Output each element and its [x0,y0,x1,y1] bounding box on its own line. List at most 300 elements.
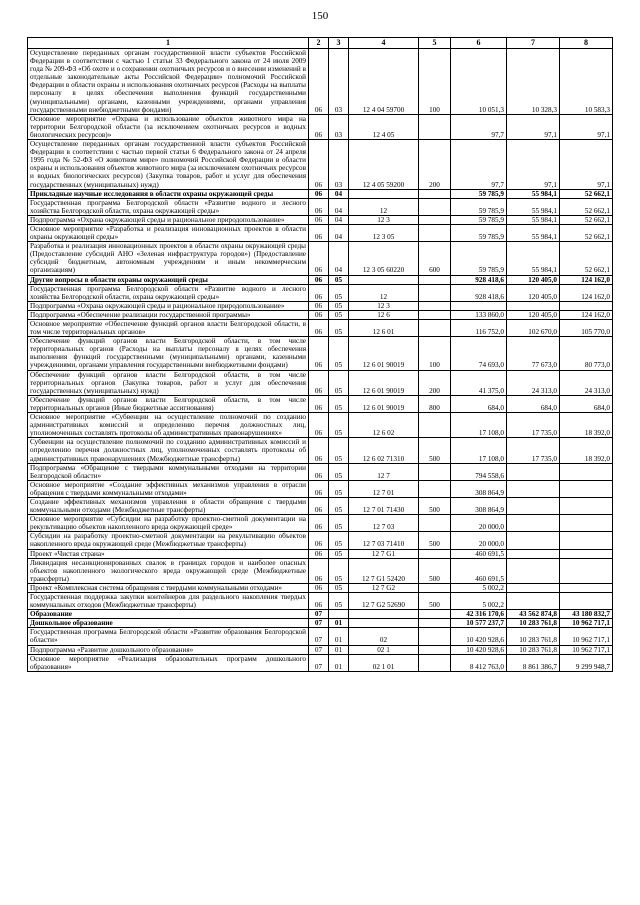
subsection-code-cell: 05 [329,395,349,412]
table-row [28,320,613,337]
target-article-cell [349,619,419,628]
amount-year1-cell: 17 108,0 [451,413,507,438]
amount-year3-cell: 80 773,0 [560,337,613,370]
table-row [28,224,613,241]
target-article-cell: 12 7 G1 [349,549,419,558]
table-row [28,284,613,301]
amount-year1-cell: 20 000,0 [451,515,507,532]
row-name-cell: Подпрограмма «Обращение с твердыми коммунальными отходами на территории Белгородской области» [28,463,309,480]
expense-type-cell [419,189,451,198]
expense-type-cell: 200 [419,140,451,190]
target-article-cell: 12 7 [349,463,419,480]
amount-year3-cell [560,301,613,310]
section-code-cell: 07 [309,610,329,619]
row-name-cell: Государственная программа Белгородской области «Развитие водного и лесного хозяйства Белгородской области, охрана окружающей среды» [28,198,309,215]
section-code-cell: 06 [309,583,329,592]
header-cell: 4 [349,38,419,49]
row-name-cell: Основное мероприятие «Разработка и реализация инновационных проектов в области охраны окружающей среды» [28,224,309,241]
amount-year2-cell: 10 283 761,8 [507,628,560,645]
amount-year2-cell: 17 735,0 [507,413,560,438]
subsection-code-cell: 05 [329,593,349,610]
amount-year3-cell: 52 662,1 [560,198,613,215]
table-row [28,438,613,463]
table-row [28,497,613,514]
amount-year1-cell: 460 691,5 [451,549,507,558]
section-code-cell: 06 [309,497,329,514]
subsection-code-cell: 05 [329,337,349,370]
table-row [28,480,613,497]
amount-year1-cell: 10 420 928,6 [451,628,507,645]
section-code-cell: 06 [309,301,329,310]
target-article-cell: 12 7 01 71430 [349,497,419,514]
expense-type-cell: 100 [419,337,451,370]
table-body [28,49,613,672]
subsection-code-cell: 04 [329,215,349,224]
expense-type-cell [419,413,451,438]
subsection-code-cell: 05 [329,320,349,337]
amount-year2-cell: 10 328,3 [507,49,560,115]
target-article-cell: 02 1 01 [349,654,419,671]
subsection-code-cell: 05 [329,275,349,284]
header-cell: 7 [507,38,560,49]
budget-table [27,37,613,672]
amount-year2-cell [507,583,560,592]
table-row [28,337,613,370]
table-row [28,532,613,549]
amount-year2-cell: 55 984,1 [507,215,560,224]
amount-year3-cell [560,480,613,497]
expense-type-cell: 500 [419,532,451,549]
subsection-code-cell: 01 [329,628,349,645]
amount-year3-cell: 10 962 717,1 [560,645,613,654]
row-name-cell: Обеспечение функций органов власти Белгородской области, в том числе территориальных органов (Закупка товаров, работ и услуг для обеспечения государственных (муниципальных) нужд) [28,370,309,395]
amount-year1-cell: 74 693,0 [451,337,507,370]
amount-year2-cell [507,515,560,532]
table-row [28,49,613,115]
target-article-cell: 12 6 01 90019 [349,337,419,370]
section-code-cell: 06 [309,215,329,224]
expense-type-cell [419,463,451,480]
amount-year3-cell: 18 392,0 [560,438,613,463]
header-cell: 3 [329,38,349,49]
target-article-cell: 12 6 01 90019 [349,370,419,395]
row-name-cell: Основное мероприятие «Охрана и использование объектов животного мира на территории Белгородской области (за исключением охотничьих ресурсов и водных биологических ресурсов)» [28,114,309,139]
target-article-cell: 12 6 02 71310 [349,438,419,463]
amount-year1-cell: 59 785,9 [451,215,507,224]
row-name-cell: Проект «Комплексная система обращения с твердыми коммунальными отходами» [28,583,309,592]
target-article-cell: 12 7 03 [349,515,419,532]
row-name-cell: Субсидии на разработку проектно-сметной документации на рекультивацию объектов накопленного вреда окружающей среде (Межбюджетные трансферты) [28,532,309,549]
amount-year3-cell: 43 180 832,7 [560,610,613,619]
amount-year2-cell [507,497,560,514]
table-row [28,301,613,310]
amount-year3-cell: 10 583,3 [560,49,613,115]
amount-year1-cell: 133 860,0 [451,310,507,319]
amount-year3-cell [560,583,613,592]
amount-year3-cell: 18 392,0 [560,413,613,438]
section-code-cell: 07 [309,645,329,654]
amount-year2-cell [507,463,560,480]
amount-year3-cell: 24 313,0 [560,370,613,395]
target-article-cell: 02 [349,628,419,645]
target-article-cell: 12 3 05 60220 [349,242,419,275]
amount-year2-cell: 102 670,0 [507,320,560,337]
amount-year2-cell: 55 984,1 [507,189,560,198]
section-code-cell: 07 [309,628,329,645]
expense-type-cell [419,198,451,215]
subsection-code-cell: 05 [329,515,349,532]
row-name-cell: Обеспечение функций органов власти Белгородской области, в том числе территориальных органов (Расходы на выплаты персоналу в целях обеспечения выполнения функций государственными (муниципальными) органами, казенными учреждениями, органами управления государственными внебюджетными фондами) [28,337,309,370]
row-name-cell: Основное мероприятие «Субвенции на осуществление полномочий по созданию административных комиссий и определению перечня должностных лиц, уполномоченных составлять протоколы об административных правонарушениях» [28,413,309,438]
page-number: 150 [311,10,329,22]
amount-year1-cell: 97,7 [451,114,507,139]
amount-year1-cell: 59 785,9 [451,224,507,241]
row-name-cell: Подпрограмма «Охрана окружающей среды и рациональное природопользование» [28,215,309,224]
amount-year1-cell: 10 051,3 [451,49,507,115]
amount-year2-cell: 120 405,0 [507,310,560,319]
amount-year3-cell [560,558,613,583]
section-code-cell: 06 [309,275,329,284]
amount-year3-cell: 52 662,1 [560,215,613,224]
target-article-cell: 12 3 05 [349,224,419,241]
header-cell: 1 [28,38,309,49]
subsection-code-cell: 05 [329,413,349,438]
amount-year1-cell: 59 785,9 [451,189,507,198]
target-article-cell: 02 1 [349,645,419,654]
amount-year3-cell [560,549,613,558]
table-row [28,370,613,395]
section-code-cell: 06 [309,114,329,139]
amount-year1-cell: 42 316 170,6 [451,610,507,619]
section-code-cell: 06 [309,593,329,610]
expense-type-cell: 800 [419,395,451,412]
row-name-cell: Осуществление переданных органам государственной власти субъектов Российской Федерации в соответствии с частью 1 статьи 33 Федерального закона от 24 июля 2009 года № 209-ФЗ «Об охоте и о сохранении охотничьих ресурсов и о внесении изменений в отдельные законодательные акты Российской Федерации» полномочий Российской Федерации в области охраны и использования охотничьих ресурсов (Расходы на выплаты персоналу в целях обеспечения выполнения функций государственными (муниципальными) органами, казенными учреждениями, органами управления государственными внебюджетными фондами) [28,49,309,115]
header-cell: 6 [451,38,507,49]
section-code-cell: 06 [309,480,329,497]
amount-year1-cell: 10 420 928,6 [451,645,507,654]
amount-year2-cell: 55 984,1 [507,198,560,215]
target-article-cell: 12 3 [349,215,419,224]
target-article-cell: 12 [349,284,419,301]
table-row [28,558,613,583]
amount-year2-cell: 43 562 874,8 [507,610,560,619]
row-name-cell: Основное мероприятие «Обеспечение функций органов власти Белгородской области, в том числе территориальных органов» [28,320,309,337]
amount-year3-cell: 52 662,1 [560,242,613,275]
amount-year2-cell: 17 735,0 [507,438,560,463]
subsection-code-cell: 05 [329,370,349,395]
subsection-code-cell: 04 [329,198,349,215]
amount-year3-cell [560,463,613,480]
expense-type-cell [419,275,451,284]
amount-year3-cell: 9 299 948,7 [560,654,613,671]
subsection-code-cell: 05 [329,549,349,558]
section-code-cell: 06 [309,532,329,549]
amount-year2-cell: 97,1 [507,140,560,190]
expense-type-cell [419,215,451,224]
expense-type-cell [419,549,451,558]
target-article-cell: 12 6 01 [349,320,419,337]
expense-type-cell: 500 [419,438,451,463]
row-name-cell: Разработка и реализация инновационных проектов в области охраны окружающей среды (Предоставление субсидий АНО «Зеленая инфраструктура городов») (Предоставление субсидий бюджетным, автономным учреждениям и иным некоммерческим организациям) [28,242,309,275]
subsection-code-cell: 03 [329,114,349,139]
row-name-cell: Дошкольное образование [28,619,309,628]
section-code-cell: 06 [309,395,329,412]
header-cell: 8 [560,38,613,49]
amount-year1-cell: 5 002,2 [451,583,507,592]
amount-year1-cell: 794 558,6 [451,463,507,480]
amount-year1-cell: 20 000,0 [451,532,507,549]
table-row [28,628,613,645]
amount-year3-cell: 52 662,1 [560,224,613,241]
subsection-code-cell: 01 [329,645,349,654]
subsection-code-cell: 03 [329,49,349,115]
amount-year2-cell [507,558,560,583]
table-row [28,310,613,319]
table-row [28,215,613,224]
target-article-cell: 12 [349,198,419,215]
amount-year2-cell: 24 313,0 [507,370,560,395]
target-article-cell: 12 4 05 [349,114,419,139]
table-row [28,198,613,215]
amount-year1-cell: 5 002,2 [451,593,507,610]
row-name-cell: Государственная программа Белгородской области «Развитие водного и лесного хозяйства Белгородской области, охрана окружающей среды» [28,284,309,301]
section-code-cell: 06 [309,224,329,241]
amount-year3-cell: 684,0 [560,395,613,412]
table-row [28,189,613,198]
amount-year3-cell: 105 770,0 [560,320,613,337]
row-name-cell: Образование [28,610,309,619]
expense-type-cell: 600 [419,242,451,275]
amount-year1-cell: 308 864,9 [451,497,507,514]
header-cell: 2 [309,38,329,49]
section-code-cell: 06 [309,558,329,583]
amount-year1-cell: 928 418,6 [451,284,507,301]
section-code-cell: 06 [309,515,329,532]
amount-year1-cell: 460 691,5 [451,558,507,583]
table-row [28,645,613,654]
row-name-cell: Государственная программа Белгородской области «Развитие образования Белгородской области» [28,628,309,645]
target-article-cell [349,610,419,619]
expense-type-cell [419,114,451,139]
row-name-cell: Ликвидация несанкционированных свалок в границах городов и наиболее опасных объектов накопленного экологического вреда окружающей среде (Межбюджетные трансферты) [28,558,309,583]
amount-year2-cell: 55 984,1 [507,242,560,275]
amount-year1-cell: 116 752,0 [451,320,507,337]
subsection-code-cell: 03 [329,140,349,190]
section-code-cell: 06 [309,549,329,558]
section-code-cell: 06 [309,284,329,301]
amount-year3-cell: 97,1 [560,140,613,190]
amount-year3-cell: 52 662,1 [560,189,613,198]
expense-type-cell [419,628,451,645]
target-article-cell: 12 7 01 [349,480,419,497]
amount-year2-cell: 97,1 [507,114,560,139]
target-article-cell: 12 7 03 71410 [349,532,419,549]
amount-year3-cell: 124 162,0 [560,284,613,301]
subsection-code-cell: 05 [329,301,349,310]
amount-year1-cell: 8 412 763,0 [451,654,507,671]
amount-year2-cell [507,301,560,310]
expense-type-cell: 100 [419,49,451,115]
amount-year3-cell [560,515,613,532]
expense-type-cell [419,320,451,337]
expense-type-cell [419,654,451,671]
row-name-cell: Государственная поддержка закупки контейнеров для раздельного накопления твердых коммунальных отходов (Межбюджетные трансферты) [28,593,309,610]
subsection-code-cell: 01 [329,654,349,671]
amount-year3-cell: 10 962 717,1 [560,619,613,628]
row-name-cell: Проект «Чистая страна» [28,549,309,558]
row-name-cell: Прикладные научные исследования в области охраны окружающей среды [28,189,309,198]
amount-year2-cell [507,532,560,549]
amount-year1-cell: 684,0 [451,395,507,412]
amount-year3-cell: 124 162,0 [560,310,613,319]
section-code-cell: 06 [309,320,329,337]
amount-year3-cell [560,497,613,514]
table-row [28,583,613,592]
table-row [28,654,613,671]
target-article-cell: 12 7 G2 52690 [349,593,419,610]
expense-type-cell [419,645,451,654]
amount-year2-cell: 120 405,0 [507,275,560,284]
expense-type-cell [419,284,451,301]
expense-type-cell [419,224,451,241]
subsection-code-cell: 04 [329,242,349,275]
row-name-cell: Другие вопросы в области охраны окружающей среды [28,275,309,284]
amount-year3-cell [560,532,613,549]
target-article-cell: 12 6 [349,310,419,319]
section-code-cell: 07 [309,654,329,671]
amount-year2-cell: 684,0 [507,395,560,412]
amount-year1-cell: 97,7 [451,140,507,190]
subsection-code-cell: 05 [329,497,349,514]
table-row [28,275,613,284]
amount-year3-cell: 97,1 [560,114,613,139]
amount-year2-cell: 10 283 761,8 [507,645,560,654]
subsection-code-cell: 04 [329,224,349,241]
table-row [28,619,613,628]
table-row [28,413,613,438]
section-code-cell: 06 [309,463,329,480]
row-name-cell: Подпрограмма «Обеспечение реализации государственной программы» [28,310,309,319]
expense-type-cell [419,619,451,628]
subsection-code-cell: 04 [329,189,349,198]
row-name-cell: Субвенции на осуществление полномочий по созданию административных комиссий и определению перечня должностных лиц, уполномоченных составлять протоколы об административных правонарушениях (Межбюджетные трансферты) [28,438,309,463]
amount-year2-cell: 55 984,1 [507,224,560,241]
amount-year2-cell: 8 861 386,7 [507,654,560,671]
amount-year2-cell: 77 673,0 [507,337,560,370]
row-name-cell: Основное мероприятие «Субсидии на разработку проектно-сметной документации на рекультивацию объектов накопленного вреда окружающей среде» [28,515,309,532]
target-article-cell [349,275,419,284]
amount-year3-cell: 124 162,0 [560,275,613,284]
row-name-cell: Подпрограмма «Охрана окружающей среды и рациональное природопользование» [28,301,309,310]
section-code-cell: 06 [309,413,329,438]
header-cell: 5 [419,38,451,49]
expense-type-cell [419,610,451,619]
row-name-cell: Обеспечение функций органов власти Белгородской области, в том числе территориальных органов (Иные бюджетные ассигнования) [28,395,309,412]
expense-type-cell [419,310,451,319]
section-code-cell: 06 [309,140,329,190]
expense-type-cell: 500 [419,558,451,583]
subsection-code-cell [329,610,349,619]
amount-year1-cell: 928 418,6 [451,275,507,284]
section-code-cell: 06 [309,310,329,319]
expense-type-cell [419,515,451,532]
table-row [28,593,613,610]
target-article-cell: 12 7 G1 52420 [349,558,419,583]
target-article-cell: 12 7 G2 [349,583,419,592]
section-code-cell: 06 [309,189,329,198]
subsection-code-cell: 05 [329,532,349,549]
amount-year3-cell [560,593,613,610]
subsection-code-cell: 05 [329,583,349,592]
section-code-cell: 07 [309,619,329,628]
table-row [28,242,613,275]
amount-year2-cell [507,549,560,558]
amount-year2-cell: 120 405,0 [507,284,560,301]
amount-year2-cell [507,593,560,610]
target-article-cell: 12 6 01 90019 [349,395,419,412]
row-name-cell: Основное мероприятие «Реализация образовательных программ дошкольного образования» [28,654,309,671]
table-row [28,395,613,412]
target-article-cell: 12 6 02 [349,413,419,438]
amount-year2-cell [507,480,560,497]
section-code-cell: 06 [309,49,329,115]
section-code-cell: 06 [309,438,329,463]
subsection-code-cell: 05 [329,480,349,497]
table-row [28,114,613,139]
subsection-code-cell: 05 [329,284,349,301]
amount-year1-cell: 10 577 237,7 [451,619,507,628]
target-article-cell: 12 3 [349,301,419,310]
expense-type-cell [419,583,451,592]
row-name-cell: Основное мероприятие «Создание эффективных механизмов управления в отрасли обращения с твердыми коммунальными отходами» [28,480,309,497]
expense-type-cell: 500 [419,593,451,610]
row-name-cell: Осуществление переданных органам государственной власти субъектов Российской Федерации в соответствии с частью первой статьи 6 Федерального закона от 24 апреля 1995 года № 52-ФЗ «О животном мире» полномочий Российской Федерации в области охраны и использования объектов животного мира (за исключением охотничьих ресурсов и водных биологических ресурсов) (Закупка товаров, работ и услуг для обеспечения государственных (муниципальных) нужд) [28,140,309,190]
amount-year1-cell [451,301,507,310]
table-row [28,549,613,558]
amount-year1-cell: 59 785,9 [451,198,507,215]
section-code-cell: 06 [309,337,329,370]
target-article-cell [349,189,419,198]
expense-type-cell: 200 [419,370,451,395]
table-header-row [28,38,613,49]
row-name-cell: Подпрограмма «Развитие дошкольного образования» [28,645,309,654]
row-name-cell: Создание эффективных механизмов управления в области обращения с твердыми коммунальными отходами (Межбюджетные трансферты) [28,497,309,514]
amount-year1-cell: 41 375,0 [451,370,507,395]
subsection-code-cell: 05 [329,463,349,480]
section-code-cell: 06 [309,198,329,215]
table-row [28,463,613,480]
section-code-cell: 06 [309,370,329,395]
expense-type-cell: 500 [419,497,451,514]
table-row [28,610,613,619]
section-code-cell: 06 [309,242,329,275]
expense-type-cell [419,301,451,310]
subsection-code-cell: 05 [329,438,349,463]
amount-year2-cell: 10 283 761,8 [507,619,560,628]
amount-year3-cell: 10 962 717,1 [560,628,613,645]
amount-year1-cell: 59 785,9 [451,242,507,275]
subsection-code-cell: 01 [329,619,349,628]
subsection-code-cell: 05 [329,310,349,319]
amount-year1-cell: 308 864,9 [451,480,507,497]
subsection-code-cell: 05 [329,558,349,583]
target-article-cell: 12 4 04 59700 [349,49,419,115]
expense-type-cell [419,480,451,497]
amount-year1-cell: 17 108,0 [451,438,507,463]
table-row [28,515,613,532]
target-article-cell: 12 4 05 59200 [349,140,419,190]
table-row [28,140,613,190]
